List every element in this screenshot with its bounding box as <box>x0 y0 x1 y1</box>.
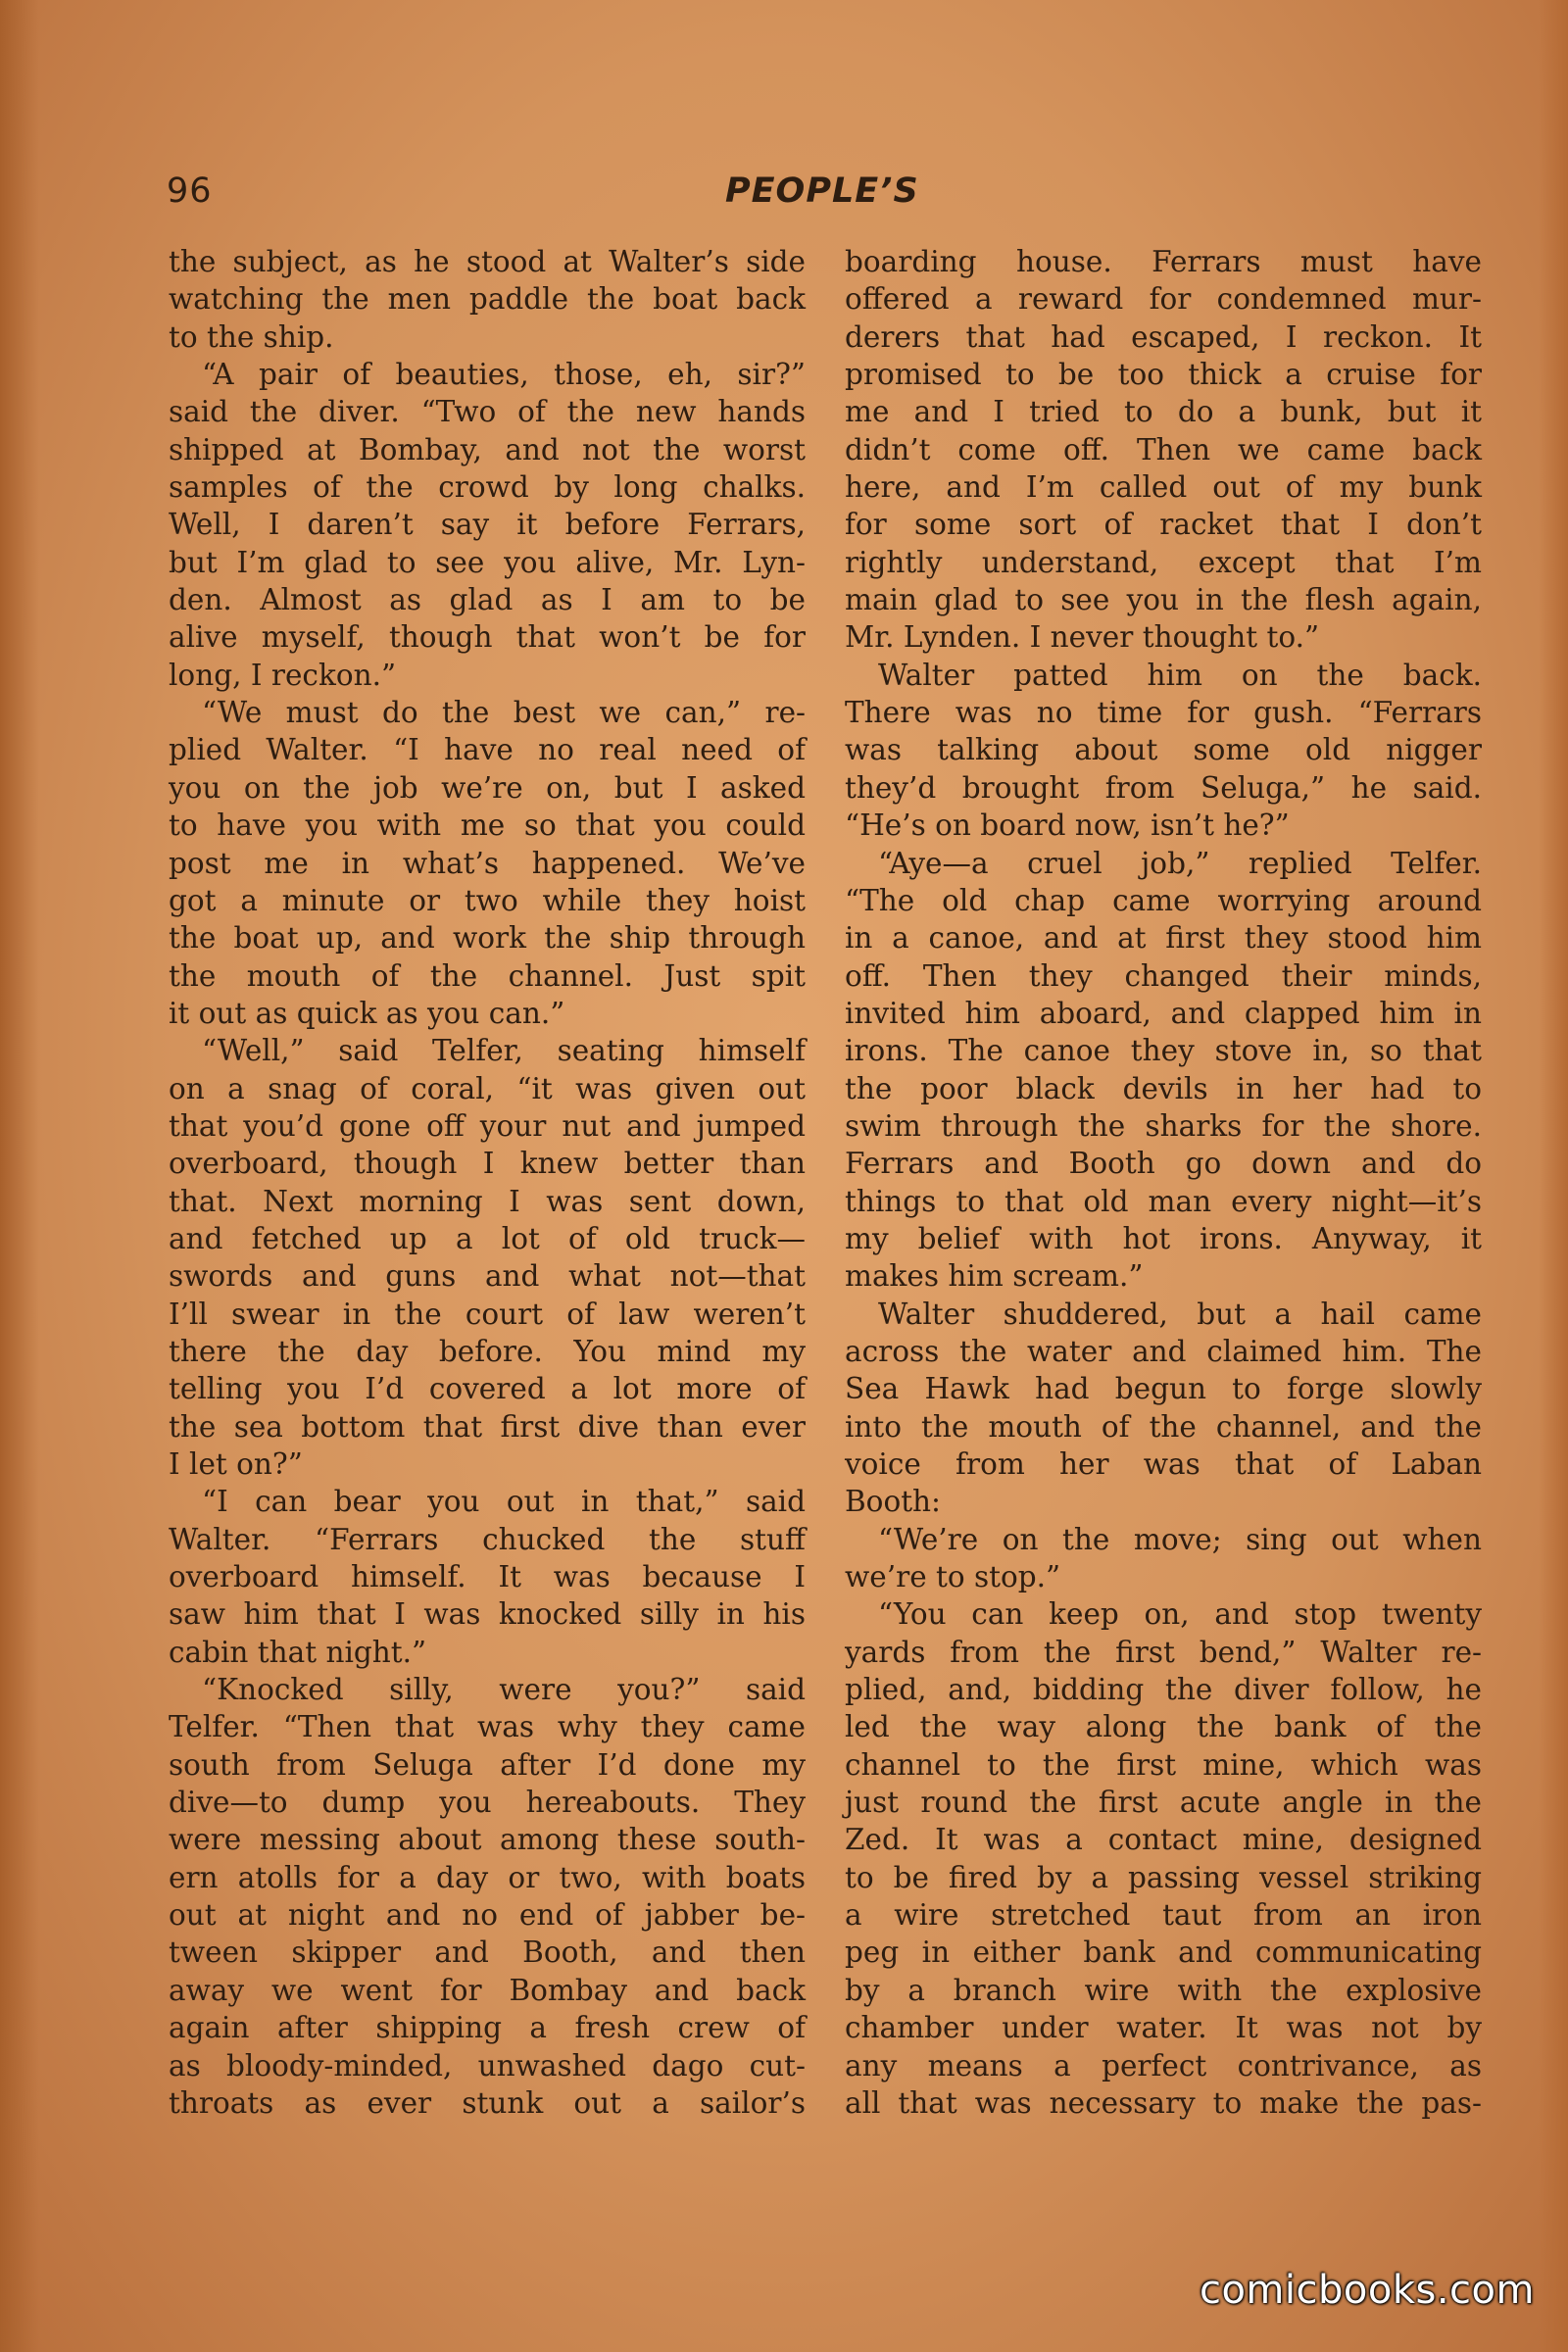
text-line: all that was necessary to make the pas- <box>845 2085 1482 2120</box>
text-line: “The old chap came worrying around <box>845 883 1482 917</box>
text-line: there the day before. You mind my <box>169 1334 806 1368</box>
text-line: a wire stretched taut from an iron <box>845 1898 1482 1933</box>
text-line: in a canoe, and at first they stood him <box>845 921 1482 956</box>
text-line: by a branch wire with the explosive <box>845 1973 1482 2007</box>
text-line: derers that had escaped, I reckon. It <box>845 319 1482 354</box>
page-header <box>167 172 1480 220</box>
text-line: boarding house. Ferrars must have <box>845 245 1482 278</box>
text-line: across the water and claimed him. The <box>845 1334 1482 1368</box>
text-line: didn’t come off. Then we came back <box>845 432 1482 466</box>
text-line: “You can keep on, and stop twenty <box>878 1597 1482 1632</box>
text-line: dive—to dump you hereabouts. They <box>169 1786 806 1820</box>
page-edge-left <box>0 0 39 2352</box>
text-line: “We’re on the move; sing out when <box>878 1522 1482 1556</box>
text-line: rightly understand, except that I’m <box>845 545 1482 579</box>
text-line: were messing about among these south- <box>169 1823 806 1857</box>
text-line: Well, I daren’t say it before Ferrars, <box>169 508 806 542</box>
text-line: peg in either bank and communicating <box>845 1936 1482 1970</box>
text-line: channel to the first mine, which was <box>845 1747 1482 1782</box>
text-line: “He’s on board now, isn’t he?” <box>845 808 1290 843</box>
text-line: den. Almost as glad as I am to be <box>169 583 806 617</box>
text-line: ern atolls for a day or two, with boats <box>169 1860 806 1894</box>
text-line: led the way along the bank of the <box>845 1710 1482 1744</box>
text-line: saw him that I was knocked silly in his <box>169 1597 806 1632</box>
text-line: makes him scream.” <box>845 1259 1144 1294</box>
text-line: “A pair of beauties, those, eh, sir?” <box>202 358 806 392</box>
text-line: throats as ever stunk out a sailor’s <box>169 2085 806 2120</box>
text-line: was talking about some old nigger <box>845 733 1482 767</box>
text-line: as bloody-minded, unwashed dago cut- <box>169 2048 806 2082</box>
text-line: plied, and, bidding the diver follow, he <box>845 1673 1482 1707</box>
text-line: to be fired by a passing vessel striking <box>845 1860 1482 1894</box>
text-line: Booth: <box>845 1485 941 1519</box>
text-line: away we went for Bombay and back <box>169 1973 806 2007</box>
text-line: and fetched up a lot of old truck— <box>169 1221 806 1255</box>
text-line: voice from her was that of Laban <box>845 1447 1482 1481</box>
text-line: “Aye—a cruel job,” replied Telfer. <box>878 846 1482 880</box>
text-line: “We must do the best we can,” re- <box>202 696 806 730</box>
text-line: Ferrars and Booth go down and do <box>845 1147 1482 1181</box>
text-line: the poor black devils in her had to <box>845 1071 1482 1105</box>
text-line: invited him aboard, and clapped him in <box>845 996 1482 1030</box>
text-line: chamber under water. It was not by <box>845 2011 1482 2045</box>
text-line: they’d brought from Seluga,” he said. <box>845 770 1482 805</box>
text-line: tween skipper and Booth, and then <box>169 1936 806 1970</box>
text-line: Telfer. “Then that was why they came <box>169 1710 806 1744</box>
text-line: telling you I’d covered a lot more of <box>169 1372 806 1406</box>
text-line: my belief with hot irons. Anyway, it <box>845 1221 1482 1255</box>
text-line: the sea bottom that first dive than ever <box>169 1409 806 1444</box>
text-line: “Knocked silly, were you?” said <box>202 1673 806 1707</box>
text-line: but I’m glad to see you alive, Mr. Lyn- <box>169 545 806 579</box>
text-line: on a snag of coral, “it was given out <box>169 1071 806 1105</box>
text-line: cabin that night.” <box>169 1635 427 1669</box>
text-line: Sea Hawk had begun to forge slowly <box>845 1372 1482 1406</box>
text-line: just round the first acute angle in the <box>845 1786 1482 1820</box>
text-line: “Well,” said Telfer, seating himself <box>202 1034 806 1068</box>
text-line: the mouth of the channel. Just spit <box>169 958 806 993</box>
watermark: comicbooks.com <box>1199 2268 1535 2313</box>
text-line: to the ship. <box>169 319 334 354</box>
text-line: for some sort of racket that I don’t <box>845 508 1482 542</box>
text-line: yards from the first bend,” Walter re- <box>845 1635 1482 1669</box>
text-line: into the mouth of the channel, and the <box>845 1409 1482 1444</box>
text-line: plied Walter. “I have no real need of <box>169 733 806 767</box>
text-line: swim through the sharks for the shore. <box>845 1108 1482 1143</box>
running-title: PEOPLE’S <box>725 172 919 211</box>
text-line: watching the men paddle the boat back <box>169 282 806 317</box>
text-line: promised to be too thick a cruise for <box>845 358 1482 392</box>
text-line: overboard, though I knew better than <box>169 1147 806 1181</box>
text-line: Walter shuddered, but a hail came <box>878 1297 1482 1331</box>
text-line: Zed. It was a contact mine, designed <box>845 1823 1482 1857</box>
text-line: you on the job we’re on, but I asked <box>169 770 806 805</box>
text-line: me and I tried to do a bunk, but it <box>845 395 1482 429</box>
text-column-right <box>845 243 1482 2122</box>
text-line: samples of the crowd by long chalks. <box>169 470 806 505</box>
text-line: I’ll swear in the court of law weren’t <box>169 1297 806 1331</box>
text-line: that. Next morning I was sent down, <box>169 1184 806 1218</box>
text-line: any means a perfect contrivance, as <box>845 2048 1482 2082</box>
text-line: off. Then they changed their minds, <box>845 958 1482 993</box>
text-line: the subject, as he stood at Walter’s side <box>169 245 806 278</box>
text-line: to have you with me so that you could <box>169 808 806 843</box>
text-line: the boat up, and work the ship through <box>169 921 806 956</box>
text-line: that you’d gone off your nut and jumped <box>169 1108 806 1143</box>
text-line: here, and I’m called out of my bunk <box>845 470 1482 505</box>
text-line: got a minute or two while they hoist <box>169 883 806 917</box>
page-number: 96 <box>167 172 213 211</box>
text-line: I let on?” <box>169 1447 303 1481</box>
text-line: alive myself, though that won’t be for <box>169 620 806 655</box>
text-line: Walter. “Ferrars chucked the stuff <box>169 1522 806 1556</box>
text-line: irons. The canoe they stove in, so that <box>845 1034 1482 1068</box>
text-line: There was no time for gush. “Ferrars <box>845 696 1482 730</box>
page-edge-right <box>1539 0 1568 2352</box>
text-line: long, I reckon.” <box>169 658 397 692</box>
text-line: offered a reward for condemned mur- <box>845 282 1482 317</box>
text-line: overboard himself. It was because I <box>169 1560 806 1594</box>
text-line: Walter patted him on the back. <box>878 658 1482 692</box>
text-line: post me in what’s happened. We’ve <box>169 846 806 880</box>
text-line: main glad to see you in the flesh again, <box>845 583 1482 617</box>
text-line: “I can bear you out in that,” said <box>202 1485 806 1519</box>
text-line: it out as quick as you can.” <box>169 996 565 1030</box>
text-line: said the diver. “Two of the new hands <box>169 395 806 429</box>
text-line: things to that old man every night—it’s <box>845 1184 1482 1218</box>
text-line: again after shipping a fresh crew of <box>169 2011 806 2045</box>
text-line: swords and guns and what not—that <box>169 1259 806 1294</box>
text-line: out at night and no end of jabber be- <box>169 1898 806 1933</box>
text-line: we’re to stop.” <box>845 1560 1061 1594</box>
text-line: south from Seluga after I’d done my <box>169 1747 806 1782</box>
text-column-left <box>169 243 806 2122</box>
text-line: Mr. Lynden. I never thought to.” <box>845 620 1320 655</box>
text-line: shipped at Bombay, and not the worst <box>169 432 806 466</box>
